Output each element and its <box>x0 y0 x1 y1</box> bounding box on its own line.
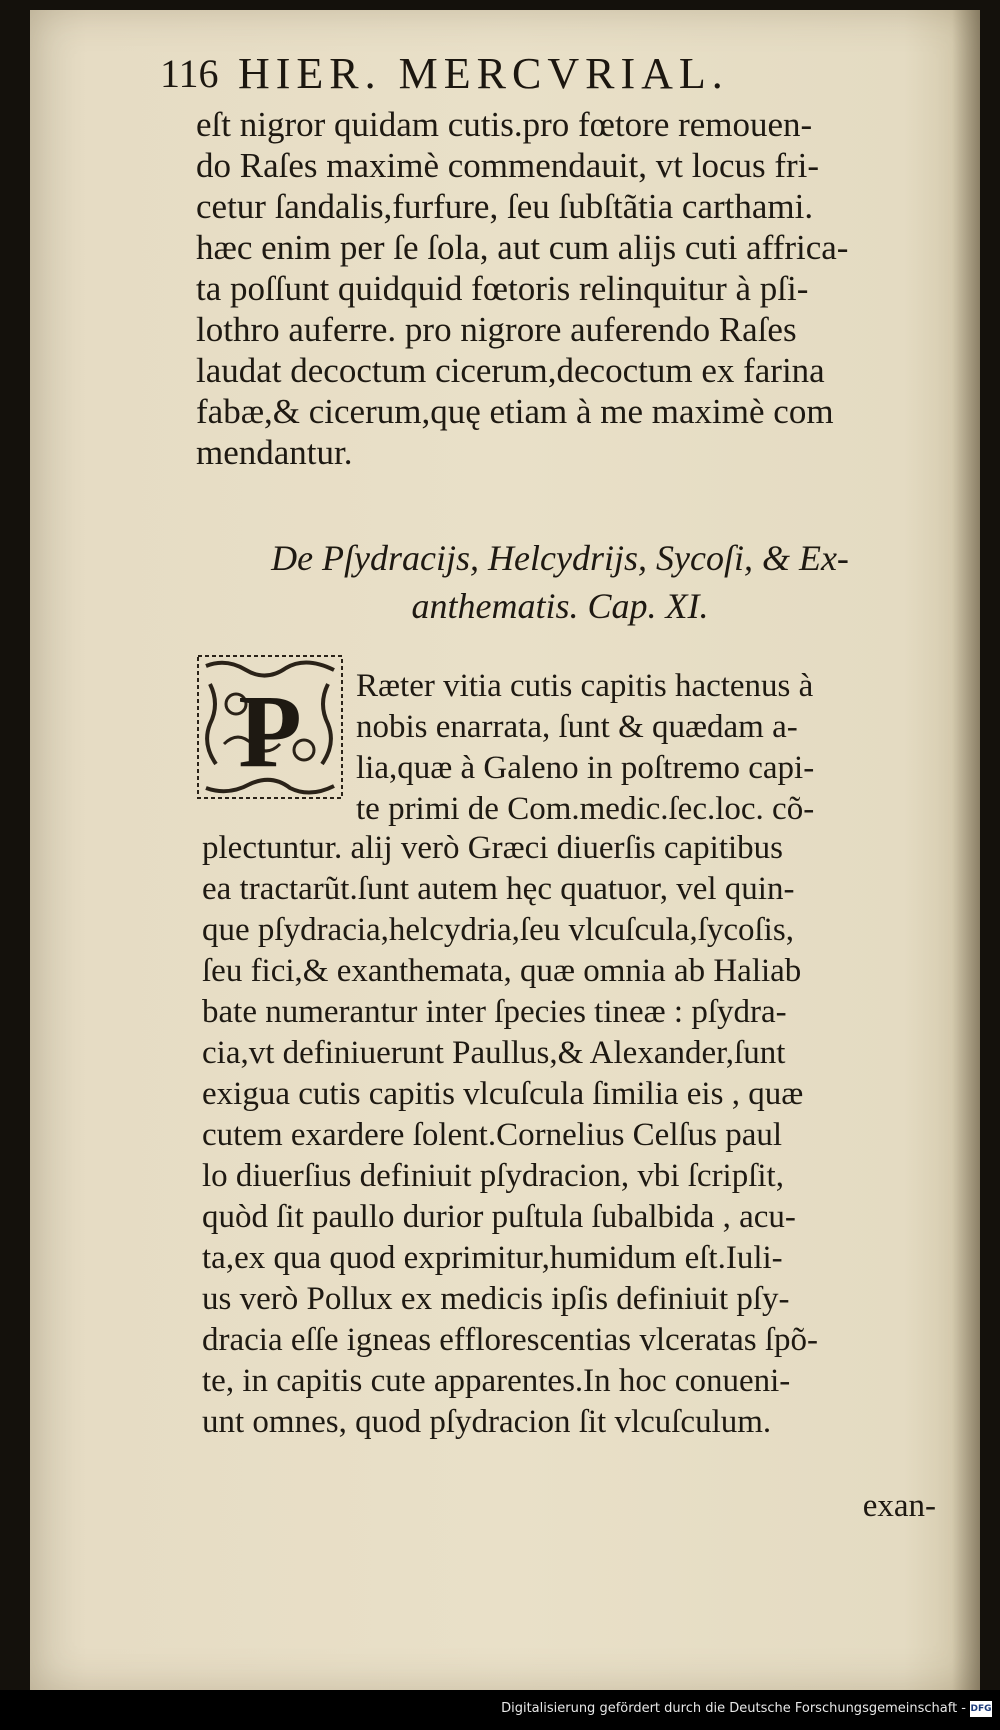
text-line: quòd ſit paullo durior puſtula ſubalbida , acu- <box>202 1199 796 1235</box>
text-line: mendantur. <box>196 433 353 472</box>
text-line: lothro auferre. pro nigrore auferendo Raſes <box>196 310 797 349</box>
chapter-heading-line: De Pſydracijs, Helcydrijs, Sycoſi, & Ex- <box>271 538 849 578</box>
text-line: te, in capitis cute apparentes.In hoc conueni- <box>202 1363 791 1399</box>
text-line: unt omnes, quod pſydracion ſit vlcuſculum. <box>202 1404 772 1440</box>
top-paragraph <box>196 104 936 473</box>
digitization-footer <box>0 1690 1000 1730</box>
text-line: hæc enim per ſe ſola, aut cum alijs cuti affrica- <box>196 228 849 267</box>
text-line: nobis enarrata, ſunt & quædam a- <box>356 709 798 745</box>
chapter-heading <box>200 534 920 630</box>
decorated-initial <box>196 654 344 800</box>
chapter-heading-line: anthematis. Cap. XI. <box>411 586 709 626</box>
text-line: dracia eſſe igneas efflorescentias vlceratas ſpõ- <box>202 1322 818 1358</box>
text-line: ea tractarũt.ſunt autem hęc quatuor, vel quin- <box>202 871 795 907</box>
footer-credit: Digitalisierung gefördert durch die Deutsche Forschungsgemeinschaft - <box>501 1701 966 1716</box>
text-line: ta,ex qua quod exprimitur,humidum eſt.Iuli- <box>202 1240 783 1276</box>
text-line: cia,vt definiuerunt Paullus,& Alexander,ſunt <box>202 1035 786 1071</box>
text-line: laudat decoctum cicerum,decoctum ex farina <box>196 351 825 390</box>
text-line: lia,quæ à Galeno in poſtremo capi- <box>356 750 815 786</box>
text-line: te primi de Com.medic.ſec.loc. cõ- <box>356 791 815 827</box>
text-line: lo diuerſius definiuit pſydracion, vbi ſcripſit, <box>202 1158 784 1194</box>
initial-letter: P <box>238 674 302 789</box>
text-line: bate numerantur inter ſpecies tineæ : pſydra- <box>202 994 787 1030</box>
running-head <box>160 48 860 108</box>
text-line: cutem exardere ſolent.Cornelius Celſus paul <box>202 1117 783 1153</box>
text-line: ſeu fici,& exanthemata, quæ omnia ab Haliab <box>202 953 802 989</box>
text-line: exigua cutis capitis vlcuſcula ſimilia eis , quæ <box>202 1076 804 1112</box>
page-number: 116 <box>160 51 219 96</box>
initial-adjacent-lines <box>356 666 936 830</box>
catchword: exan- <box>862 1488 936 1524</box>
text-line: cetur ſandalis,furfure, ſeu ſubſtãtia carthami. <box>196 187 814 226</box>
dfg-logo: DFG <box>970 1701 992 1717</box>
text-line: fabæ,& cicerum,quę etiam à me maximè com <box>196 392 834 431</box>
gutter-shadow <box>952 10 980 1690</box>
chapter-body <box>202 828 936 1443</box>
decorated-initial-ornament <box>196 654 344 800</box>
running-title: HIER. MERCVRIAL. <box>238 49 729 98</box>
text-line: do Raſes maximè commendauit, vt locus fri- <box>196 146 820 185</box>
text-line: plectuntur. alij verò Græci diuerſis capitibus <box>202 830 784 866</box>
text-line: Ræter vitia cutis capitis hactenus à <box>356 668 814 704</box>
text-line: que pſydracia,helcydria,ſeu vlcuſcula,ſycoſis, <box>202 912 794 948</box>
text-line: ta poſſunt quidquid fœtoris relinquitur à pſi- <box>196 269 809 308</box>
text-line: us verò Pollux ex medicis ipſis definiuit pſy- <box>202 1281 790 1317</box>
text-line: eſt nigror quidam cutis.pro fœtore remouen- <box>196 105 813 144</box>
